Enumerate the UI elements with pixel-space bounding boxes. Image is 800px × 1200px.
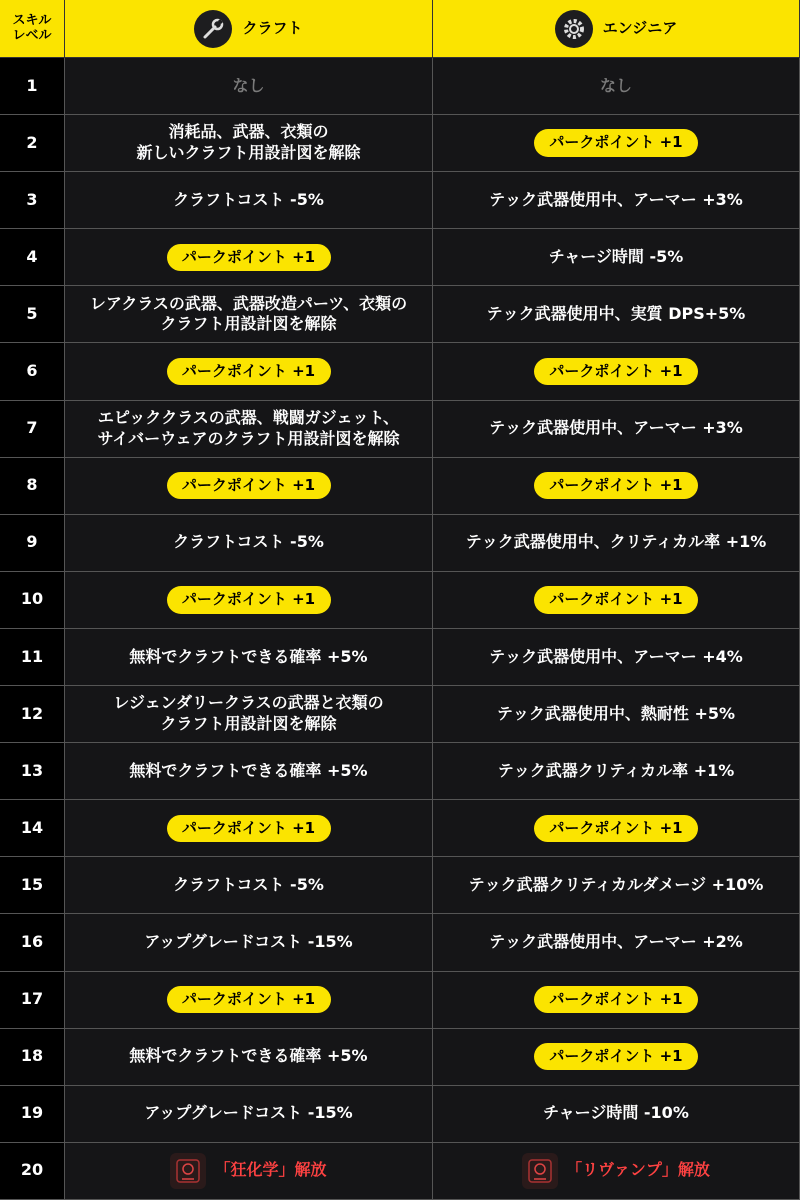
perk-text: テック武器使用中、アーマー +4% <box>489 646 743 666</box>
header-skill-level <box>0 0 65 58</box>
perk-point-badge: パークポイント +1 <box>534 986 698 1014</box>
none-text: なし <box>599 75 632 95</box>
craft-cell <box>65 686 433 743</box>
perk-text: レジェンダリークラスの武器と衣類の クラフト用設計図を解除 <box>113 693 384 734</box>
level-cell: 1 <box>0 58 65 115</box>
perk-text: チャージ時間 -10% <box>543 1103 689 1123</box>
perk-badge-icon <box>170 1153 206 1189</box>
engineer-cell <box>433 515 800 572</box>
perk-text: エピッククラスの武器、戦闘ガジェット、 サイバーウェアのクラフト用設計図を解除 <box>97 407 400 448</box>
craft-cell <box>65 800 433 857</box>
engineer-cell <box>433 229 800 286</box>
engineer-cell <box>433 629 800 686</box>
engineer-cell <box>433 1143 800 1200</box>
wrench-icon <box>194 10 232 48</box>
engineer-cell <box>433 1029 800 1086</box>
craft-cell <box>65 743 433 800</box>
engineer-cell <box>433 743 800 800</box>
engineer-column-title: エンジニア <box>602 18 678 37</box>
perk-text: 消耗品、武器、衣類の 新しいクラフト用設計図を解除 <box>136 122 361 163</box>
engineer-cell <box>433 914 800 971</box>
level-cell: 6 <box>0 343 65 400</box>
level-cell: 17 <box>0 972 65 1029</box>
level-cell: 19 <box>0 1086 65 1143</box>
perk-point-badge: パークポイント +1 <box>167 586 331 614</box>
craft-cell <box>65 343 433 400</box>
engineer-cell <box>433 972 800 1029</box>
engineer-cell <box>433 1086 800 1143</box>
level-cell: 2 <box>0 115 65 172</box>
skill-level-label: スキル レベル <box>12 12 52 43</box>
perk-text: テック武器使用中、クリティカル率 +1% <box>465 532 767 552</box>
perk-point-badge: パークポイント +1 <box>534 358 698 386</box>
gear-icon <box>555 10 593 48</box>
perk-text: アップグレードコスト -15% <box>144 1103 353 1123</box>
craft-cell <box>65 515 433 572</box>
engineer-cell <box>433 172 800 229</box>
perk-text: テック武器クリティカルダメージ +10% <box>468 874 764 894</box>
perk-text: クラフトコスト -5% <box>173 189 324 209</box>
perk-text: テック武器使用中、アーマー +2% <box>489 932 743 952</box>
craft-cell <box>65 572 433 629</box>
perk-point-badge: パークポイント +1 <box>167 472 331 500</box>
perk-point-badge: パークポイント +1 <box>534 129 698 157</box>
engineer-cell <box>433 115 800 172</box>
level-cell: 13 <box>0 743 65 800</box>
perk-text: チャージ時間 -5% <box>548 246 684 266</box>
level-cell: 5 <box>0 286 65 343</box>
level-cell: 16 <box>0 914 65 971</box>
craft-cell <box>65 229 433 286</box>
craft-cell <box>65 629 433 686</box>
perk-badge-icon <box>522 1153 558 1189</box>
level-cell: 7 <box>0 401 65 458</box>
unlock-text: 「狂化学」解放 <box>214 1160 327 1180</box>
engineer-cell <box>433 401 800 458</box>
perk-point-badge: パークポイント +1 <box>167 358 331 386</box>
engineer-cell <box>433 686 800 743</box>
engineer-cell <box>433 458 800 515</box>
level-cell: 8 <box>0 458 65 515</box>
engineer-cell <box>433 286 800 343</box>
perk-text: テック武器クリティカル率 +1% <box>497 760 735 780</box>
perk-text: クラフトコスト -5% <box>173 874 324 894</box>
perk-point-badge: パークポイント +1 <box>534 1043 698 1071</box>
perk-text: テック武器使用中、アーマー +3% <box>489 418 743 438</box>
perk-point-badge: パークポイント +1 <box>167 244 331 272</box>
level-cell: 11 <box>0 629 65 686</box>
level-cell: 15 <box>0 857 65 914</box>
craft-cell <box>65 1143 433 1200</box>
engineer-cell <box>433 800 800 857</box>
perk-text: テック武器使用中、熱耐性 +5% <box>496 703 736 723</box>
unlock-text: 「リヴァンプ」解放 <box>566 1160 710 1180</box>
craft-column-title: クラフト <box>242 18 303 37</box>
header-engineer <box>433 0 800 58</box>
craft-cell <box>65 458 433 515</box>
level-cell: 3 <box>0 172 65 229</box>
perk-point-badge: パークポイント +1 <box>534 472 698 500</box>
level-cell: 10 <box>0 572 65 629</box>
craft-cell <box>65 914 433 971</box>
perk-text: 無料でクラフトできる確率 +5% <box>129 1046 368 1066</box>
level-cell: 20 <box>0 1143 65 1200</box>
perk-point-badge: パークポイント +1 <box>534 586 698 614</box>
craft-cell <box>65 1029 433 1086</box>
engineer-cell <box>433 572 800 629</box>
level-cell: 12 <box>0 686 65 743</box>
engineer-cell <box>433 343 800 400</box>
none-text: なし <box>232 75 265 95</box>
level-cell: 14 <box>0 800 65 857</box>
perk-text: 無料でクラフトできる確率 +5% <box>129 760 368 780</box>
perk-text: レアクラスの武器、武器改造パーツ、衣類の クラフト用設計図を解除 <box>89 293 408 334</box>
craft-cell <box>65 115 433 172</box>
engineer-cell <box>433 58 800 115</box>
craft-cell <box>65 401 433 458</box>
header-craft <box>65 0 433 58</box>
craft-cell <box>65 1086 433 1143</box>
level-cell: 9 <box>0 515 65 572</box>
level-cell: 4 <box>0 229 65 286</box>
engineer-cell <box>433 857 800 914</box>
perk-text: 無料でクラフトできる確率 +5% <box>129 646 368 666</box>
craft-cell <box>65 972 433 1029</box>
craft-cell <box>65 857 433 914</box>
craft-cell <box>65 286 433 343</box>
perk-text: テック武器使用中、アーマー +3% <box>489 189 743 209</box>
perk-text: テック武器使用中、実質 DPS+5% <box>486 304 746 324</box>
perk-point-badge: パークポイント +1 <box>167 986 331 1014</box>
level-cell: 18 <box>0 1029 65 1086</box>
perk-text: アップグレードコスト -15% <box>144 932 353 952</box>
perk-point-badge: パークポイント +1 <box>167 815 331 843</box>
perk-point-badge: パークポイント +1 <box>534 815 698 843</box>
craft-cell <box>65 172 433 229</box>
craft-cell <box>65 58 433 115</box>
perk-text: クラフトコスト -5% <box>173 532 324 552</box>
